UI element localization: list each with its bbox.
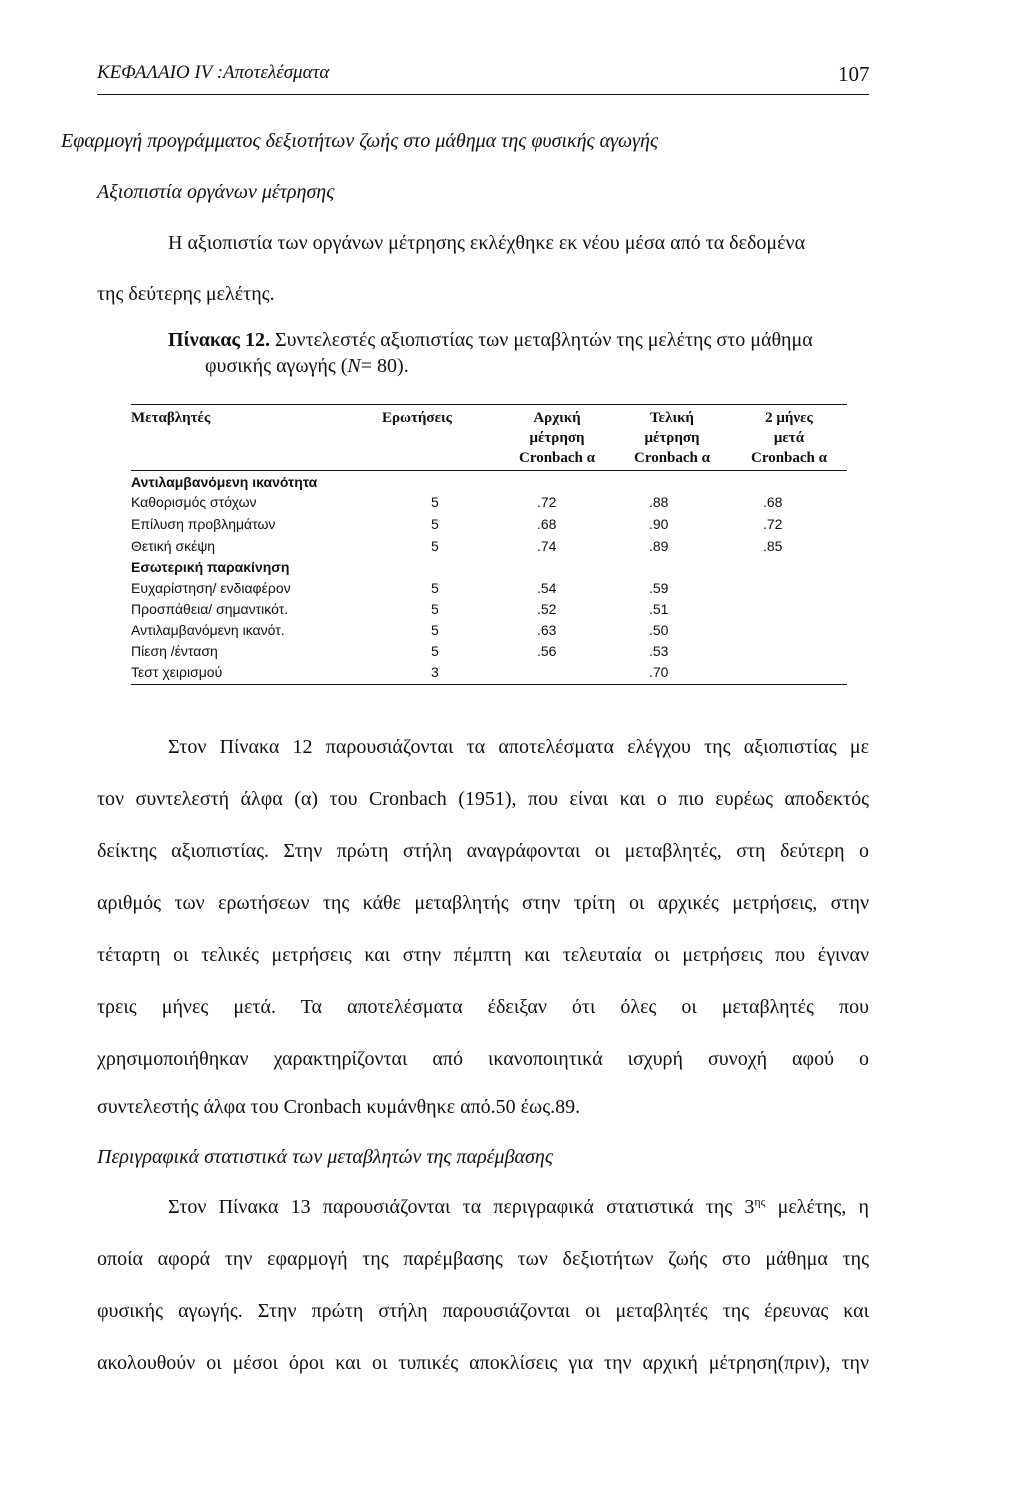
paragraph2-line4: ακολουθούν οι μέσοι όροι και οι τυπικές αποκλίσεις για την αρχική μέτρηση(πριν), την — [97, 1352, 869, 1374]
table-row-final: .50 — [649, 622, 669, 638]
table-row-initial: .56 — [537, 643, 557, 659]
header-initial — [502, 408, 612, 468]
paragraph2-line1-post: μελέτης, η — [765, 1196, 870, 1218]
header-questions: Ερωτήσεις — [382, 410, 452, 426]
table-bottom-rule — [131, 684, 847, 685]
paragraph2-line2: οποία αφορά την εφαρμογή της παρέμβασης των δεξιοτήτων ζωής στο μάθημα της — [97, 1248, 869, 1270]
table-row-questions: 5 — [431, 538, 439, 554]
table-row-name: Προσπάθεια/ σημαντικότ. — [131, 601, 289, 617]
table-caption-text1: Συντελεστές αξιοπιστίας των μεταβλητών της μελέτης στο μάθημα — [274, 329, 813, 351]
paragraph2-line3: φυσικής αγωγής. Στην πρώτη στήλη παρουσιάζονται οι μεταβλητές της έρευνας και — [97, 1300, 869, 1322]
paragraph1-line: Στον Πίνακα 12 παρουσιάζονται τα αποτελέσματα ελέγχου της αξιοπιστίας με — [168, 736, 869, 758]
paragraph2-line1-pre: Στον Πίνακα 13 παρουσιάζονται τα περιγραφικά στατιστικά της 3 — [168, 1196, 755, 1218]
table-row-questions: 5 — [431, 622, 439, 638]
header-later — [734, 408, 844, 468]
table-row-questions: 3 — [431, 664, 439, 680]
table-row-final: .51 — [649, 601, 669, 617]
table-row-name: Τεστ χειρισμού — [131, 664, 223, 680]
table-row-initial: .54 — [537, 580, 557, 596]
table-row-final: .88 — [649, 494, 669, 510]
table-row-initial: .52 — [537, 601, 557, 617]
header-later-1: 2 μήνες — [765, 410, 813, 426]
table-row-final: .70 — [649, 664, 669, 680]
table-row-questions: 5 — [431, 516, 439, 532]
table-row-name: Πίεση /ένταση — [131, 643, 218, 659]
table-row-later: .85 — [763, 538, 783, 554]
table-row-name: Ευχαρίστηση/ ενδιαφέρον — [131, 580, 291, 596]
table-row-later: .72 — [763, 516, 783, 532]
header-initial-3: Cronbach α — [518, 450, 596, 466]
table-row-questions: 5 — [431, 494, 439, 510]
subsection2-title: Περιγραφικά στατιστικά των μεταβλητών της παρέμβασης — [97, 1146, 553, 1168]
header-final-1: Τελική — [650, 410, 694, 426]
header-later-3: Cronbach α — [750, 450, 828, 466]
table-caption-label: Πίνακας 12. — [168, 329, 270, 351]
table-row-final: .53 — [649, 643, 669, 659]
paragraph1-line: τον συντελεστή άλφα (α) του Cronbach (1951), που είναι και ο πιο ευρέως αποδεκτός — [97, 788, 869, 810]
table-row-name: Αντιλαμβανόμενη ικανότ. — [131, 622, 285, 638]
subsection-title: Αξιοπιστία οργάνων μέτρησης — [97, 181, 335, 203]
group-intrinsic-motivation: Εσωτερική παρακίνηση — [131, 559, 290, 575]
header-final-2: μέτρηση — [644, 430, 700, 446]
table-caption-text2-post: = 80). — [360, 355, 409, 377]
chapter-header: ΚΕΦΑΛΑΙΟ IV :Αποτελέσματα — [97, 62, 330, 83]
table-row-name: Καθορισμός στόχων — [131, 494, 257, 510]
table-row-final: .90 — [649, 516, 669, 532]
section-title: Εφαρμογή προγράμματος δεξιοτήτων ζωής στο μάθημα της φυσικής αγωγής — [61, 130, 659, 152]
paragraph1-line: χρησιμοποιήθηκαν χαρακτηρίζονται από ικανοποιητικά ισχυρή συνοχή αφού ο — [97, 1048, 869, 1070]
header-final-3: Cronbach α — [633, 450, 711, 466]
table-caption — [168, 329, 813, 352]
table-row-initial: .74 — [537, 538, 557, 554]
header-divider — [97, 94, 869, 95]
header-later-2: μετά — [773, 430, 805, 446]
intro-text-line2: της δεύτερης μελέτης. — [97, 283, 275, 305]
page-number: 107 — [838, 62, 870, 86]
table-caption-n: N — [347, 355, 361, 377]
table-row-initial: .63 — [537, 622, 557, 638]
table-caption-text2-pre: φυσικής αγωγής ( — [205, 355, 348, 377]
header-variables: Μεταβλητές — [131, 410, 211, 426]
paragraph2-line1 — [168, 1196, 869, 1219]
table-row-final: .89 — [649, 538, 669, 554]
table-header-rule — [131, 470, 847, 471]
table-caption-line2 — [205, 355, 409, 378]
table-row-final: .59 — [649, 580, 669, 596]
table-row-later: .68 — [763, 494, 783, 510]
intro-text-line1: Η αξιοπιστία των οργάνων μέτρησης εκλέχθηκε εκ νέου μέσα από τα δεδομένα — [168, 232, 806, 254]
paragraph1-line: τέταρτη οι τελικές μετρήσεις και στην πέμπτη και τελευταία οι μετρήσεις που έγιναν — [97, 944, 869, 966]
paragraph1-line: τρεις μήνες μετά. Τα αποτελέσματα έδειξαν ότι όλες οι μεταβλητές που — [97, 996, 869, 1018]
group-perceived-competence: Αντιλαμβανόμενη ικανότητα — [131, 474, 318, 490]
table-row-questions: 5 — [431, 643, 439, 659]
table-row-questions: 5 — [431, 580, 439, 596]
paragraph1-line: συντελεστής άλφα του Cronbach κυμάνθηκε από.50 έως.89. — [97, 1096, 581, 1118]
header-initial-2: μέτρηση — [529, 430, 585, 446]
table-top-rule — [131, 404, 847, 405]
superscript-ordinal: ης — [754, 1194, 766, 1209]
table-row-initial: .68 — [537, 516, 557, 532]
header-initial-1: Αρχική — [533, 410, 581, 426]
paragraph1-line: αριθμός των ερωτήσεων της κάθε μεταβλητής στην τρίτη οι αρχικές μετρήσεις, στην — [97, 892, 869, 914]
table-row-initial: .72 — [537, 494, 557, 510]
table-row-questions: 5 — [431, 601, 439, 617]
paragraph1-line: δείκτης αξιοπιστίας. Στην πρώτη στήλη αναγράφονται οι μεταβλητές, στη δεύτερη ο — [97, 840, 869, 862]
table-row-name: Θετική σκέψη — [131, 538, 216, 554]
table-row-name: Επίλυση προβλημάτων — [131, 516, 276, 532]
header-final — [617, 408, 727, 468]
